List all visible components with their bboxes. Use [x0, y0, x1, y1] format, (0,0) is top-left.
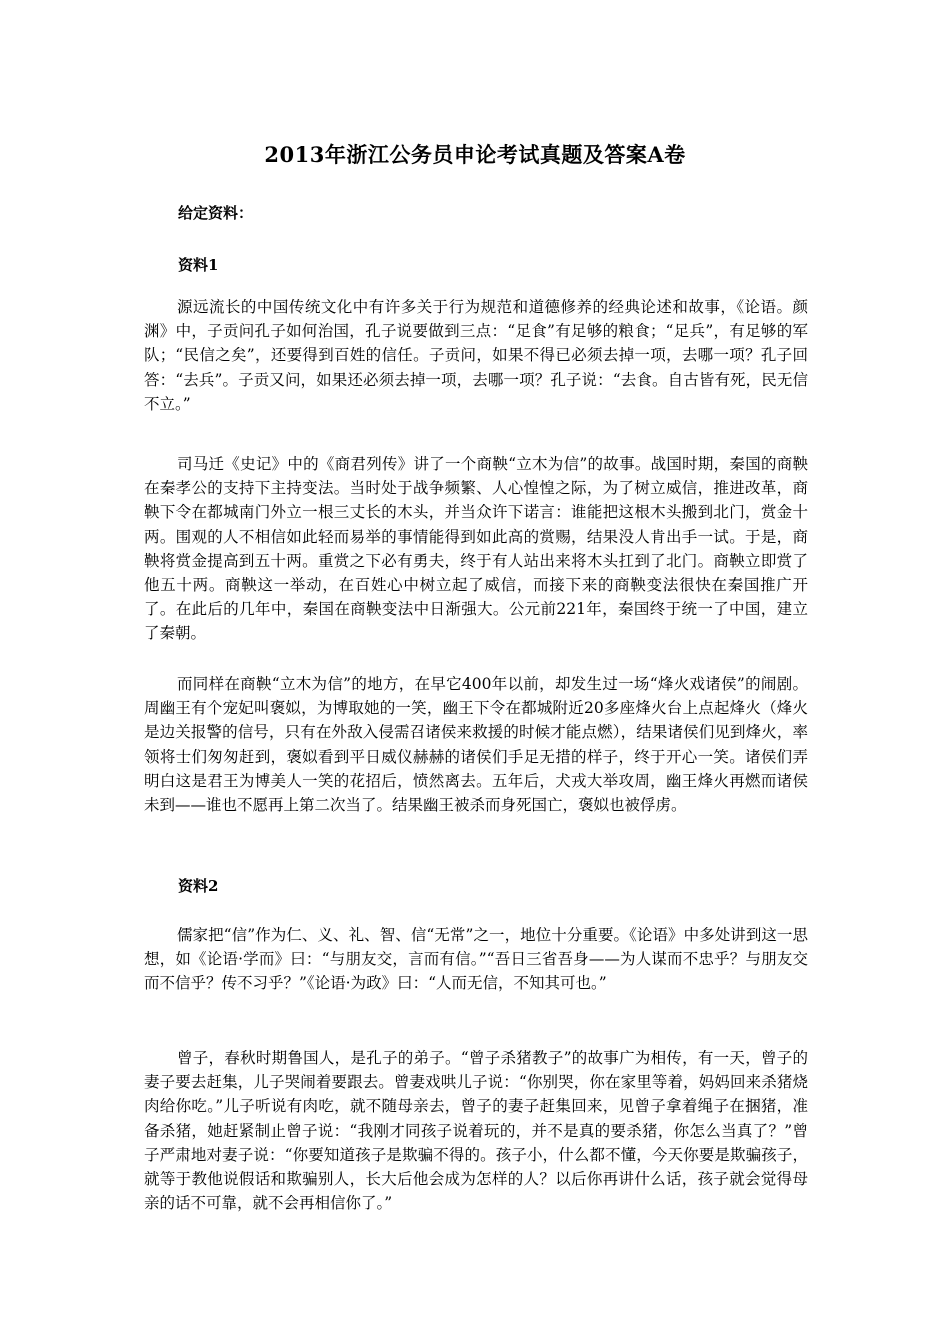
document-title: 2013年浙江公务员申论考试真题及答案A卷: [264, 142, 686, 167]
material-2-heading: 资料2: [178, 877, 219, 895]
material-1-paragraph-1: 源远流长的中国传统文化中有许多关于行为规范和道德修养的经典论述和故事，《论语。颜渊》中，子贡问孔子如何治国，孔子说要做到三点：“足食”有足够的粮食；“足兵”，有足够的军队；“民信之矣”，还要得到百姓的信任。子贡问，如果不得已必须去掉一项，去哪一项？孔子回答：“去兵”。子贡又问，如果还必须去掉一项，去哪一项？孔子说：“去食。自古皆有死，民无信不立。”: [144, 298, 808, 413]
material-2-paragraph-2: 曾子，春秋时期鲁国人，是孔子的弟子。“曾子杀猪教子”的故事广为相传，有一天，曾子的妻子要去赶集，儿子哭闹着要跟去。曾妻戏哄儿子说：“你别哭，你在家里等着，妈妈回来杀猪烧肉给你吃。”儿子听说有肉吃，就不随母亲去，曾子的妻子赶集回来，见曾子拿着绳子在捆猪，准备杀猪，她赶紧制止曾子说：“我刚才同孩子说着玩的，并不是真的要杀猪，你怎么当真了？”曾子严肃地对妻子说：“你要知道孩子是欺骗不得的。孩子小，什么都不懂，今天你要是欺骗孩子，就等于教他说假话和欺骗别人，长大后他会成为怎样的人？以后你再讲什么话，孩子就会觉得母亲的话不可靠，就不会再相信你了。”: [144, 1049, 808, 1213]
material-1-heading: 资料1: [178, 256, 219, 274]
given-materials-label: 给定资料：: [178, 204, 254, 222]
material-2-paragraph-1: 儒家把“信”作为仁、义、礼、智、信“无常”之一，地位十分重要。《论语》中多处讲到这一思想，如《论语·学而》曰：“与朋友交，言而有信。”“吾日三省吾身——为人谋而不忠乎？与朋友交而不信乎？传不习乎？”《论语·为政》曰：“人而无信，不知其可也。”: [144, 926, 808, 993]
material-1-paragraph-2: 司马迁《史记》中的《商君列传》讲了一个商鞅“立木为信”的故事。战国时期，秦国的商鞅在秦孝公的支持下主持变法。当时处于战争频繁、人心惶惶之际，为了树立威信，推进改革，商鞅下令在都城南门外立一根三丈长的木头，并当众许下诺言：谁能把这根木头搬到北门，赏金十两。围观的人不相信如此轻而易举的事情能得到如此高的赏赐，结果没人肯出手一试。于是，商鞅将赏金提高到五十两。重赏之下必有勇夫，终于有人站出来将木头扛到了北门。商鞅立即赏了他五十两。商鞅这一举动，在百姓心中树立起了威信，而接下来的商鞅变法很快在秦国推广开了。在此后的几年中，秦国在商鞅变法中日渐强大。公元前221年，秦国终于统一了中国，建立了秦朝。: [144, 455, 808, 643]
material-1-paragraph-3: 而同样在商鞅“立木为信”的地方，在早它400年以前，却发生过一场“烽火戏诸侯”的闹剧。周幽王有个宠妃叫褒姒，为博取她的一笑，幽王下令在都城附近20多座烽火台上点起烽火（烽火是边关报警的信号，只有在外敌入侵需召诸侯来救援的时候才能点燃），结果诸侯们见到烽火，率领将士们匆匆赶到，褒姒看到平日威仪赫赫的诸侯们手足无措的样子，终于开心一笑。诸侯们弄明白这是君王为博美人一笑的花招后，愤然离去。五年后，犬戎大举攻周，幽王烽火再燃而诸侯未到——谁也不愿再上第二次当了。结果幽王被杀而身死国亡，褒姒也被俘虏。: [144, 675, 808, 815]
